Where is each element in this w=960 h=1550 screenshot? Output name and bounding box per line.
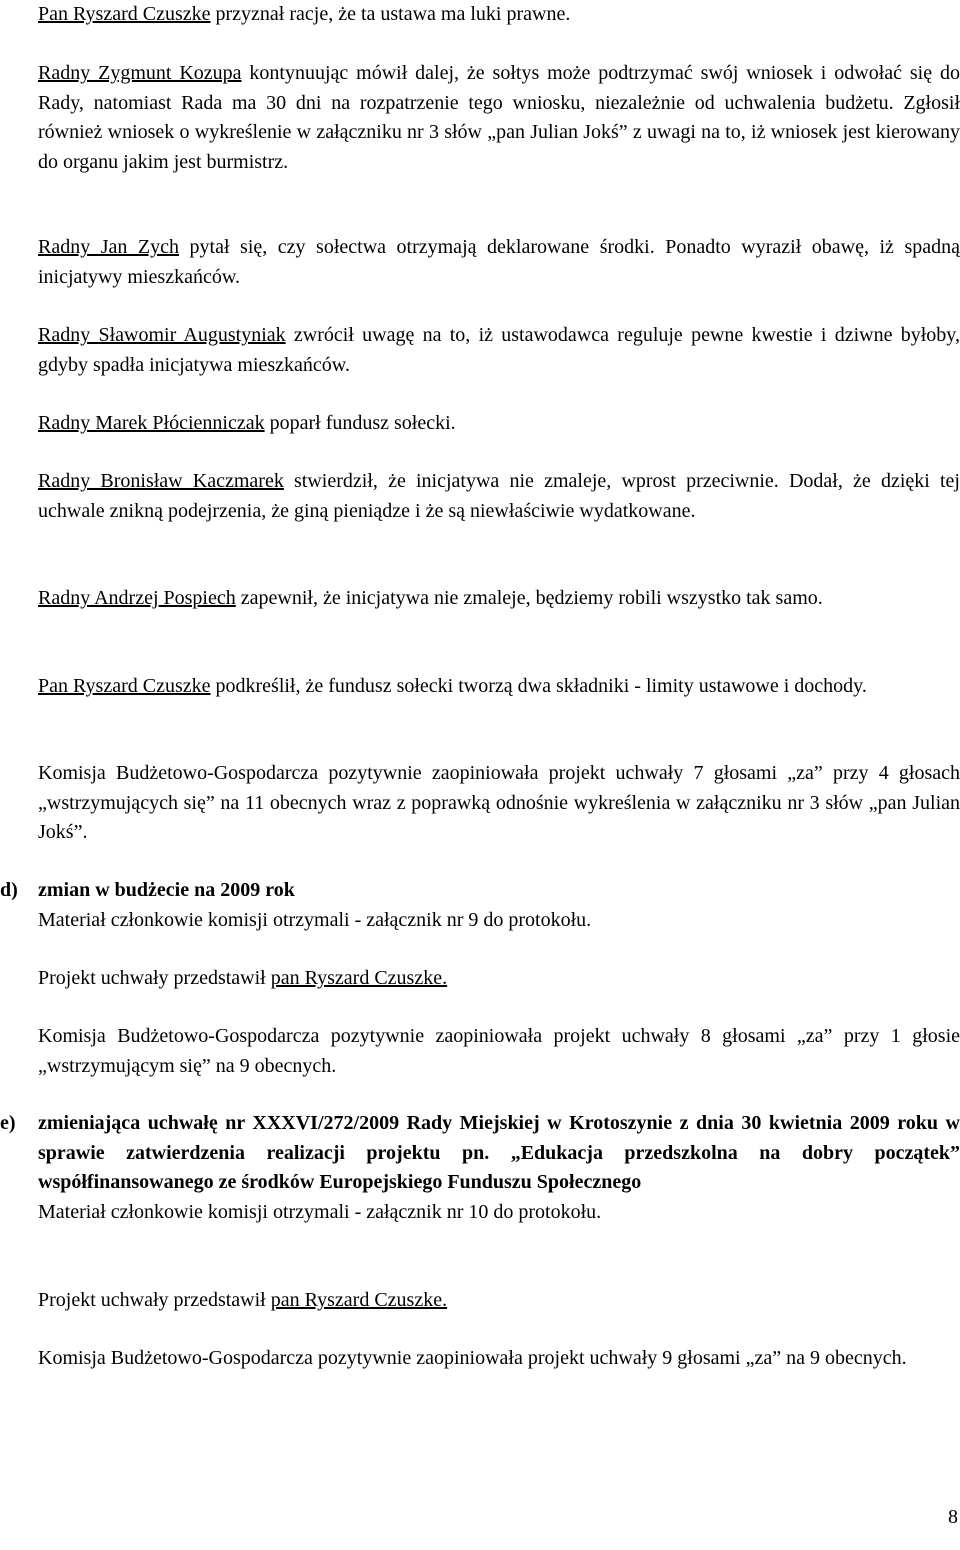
paragraph-text: zapewnił, że inicjatywa nie zmaleje, będziemy robili wszystko tak samo. [235,587,823,609]
paragraph-text: stwierdził, że inicjatywa nie zmaleje, wprost przeciwnie. Dodał, że dzięki tej uchwale znikną podejrzenia, że giną pieniądze i że są niewłaściwie wydatkowane. [38,470,960,522]
speaker-name: pan Ryszard Czuszke. [270,1289,448,1311]
paragraph-zych [38,233,960,292]
paragraph-text: zwrócił uwagę na to, iż ustawodawca reguluje pewne kwestie i dziwne byłoby, gdyby spadła inicjatywa mieszkańców. [38,324,960,376]
paragraph-kaczmarek [38,467,960,526]
paragraph-text: Projekt uchwały przedstawił [38,967,271,989]
paragraph-committee-vote-2 [38,1022,960,1081]
paragraph-czuszke-2 [38,672,960,702]
paragraph-czuszke-1 [38,0,960,30]
section-material: Materiał członkowie komisji otrzymali - załącznik nr 10 do protokołu. [38,1200,602,1223]
paragraph-committee-vote-3 [38,1344,960,1374]
section-title: zmian w budżecie na 2009 rok [38,879,295,901]
section-title: zmieniająca uchwałę nr XXXVI/272/2009 Rady Miejskiej w Krotoszynie z dnia 30 kwietnia 2009 roku w sprawie zatwierdzenia realizacji projektu pn. „Edukacja przedszkolna na dobry początek” współfinansowanego ze środków Europejskiego Funduszu Społecznego [38,1112,960,1193]
section-marker: e) [0,1112,16,1134]
paragraph-kozupa [38,59,960,177]
speaker-name: Radny Sławomir Augustyniak [38,324,286,346]
speaker-name: Radny Jan Zych [38,236,180,258]
section-marker: d) [0,879,18,901]
section-d [0,876,960,935]
paragraph-text: poparł fundusz sołecki. [264,412,456,434]
paragraph-text: podkreślił, że fundusz sołecki tworzą dwa składniki - limity ustawowe i dochody. [210,675,867,697]
speaker-name: Radny Andrzej Pospiech [38,587,236,609]
paragraph-plocienniczak [38,409,960,439]
paragraph-text: kontynuując mówił dalej, że sołtys może podtrzymać swój wniosek i odwołać się do Rady, natomiast Rada ma 30 dni na rozpatrzenie tego wniosku, niezależnie od uchwalenia budżetu. [38,62,960,114]
paragraph-project-presented-1 [38,964,960,994]
paragraph-augustyniak [38,321,960,380]
paragraph-text: Zgłosił również wniosek o wykreślenie w załączniku nr 3 słów „pan Julian Jokś” z uwagi na to, iż wniosek jest kierowany do organu jakim jest burmistrz. [38,91,960,173]
paragraph-text: przyznał racje, że ta ustawa ma luki prawne. [210,3,571,25]
speaker-name: pan Ryszard Czuszke. [270,967,448,989]
paragraph-project-presented-2 [38,1286,960,1316]
page-number: 8 [948,1506,958,1528]
paragraph-committee-vote-1 [38,759,960,848]
speaker-name: Radny Marek Płócienniczak [38,412,265,434]
paragraph-text: Komisja Budżetowo-Gospodarcza pozytywnie zaopiniowała projekt uchwały 9 głosami „za” na 9 obecnych. [38,1347,907,1369]
paragraph-text: Komisja Budżetowo-Gospodarcza pozytywnie zaopiniowała projekt uchwały 8 głosami „za” przy 1 głosie „wstrzymującym się” na 9 obecnych. [38,1025,960,1077]
section-e [0,1109,960,1227]
speaker-name: Radny Zygmunt Kozupa [38,62,242,84]
paragraph-text: pytał się, czy sołectwa otrzymają deklarowane środki. Ponadto wyraził obawę, iż spadną inicjatywy mieszkańców. [38,236,960,288]
paragraph-text: Komisja Budżetowo-Gospodarcza pozytywnie zaopiniowała projekt uchwały 7 głosami „za” przy 4 głosach „wstrzymujących się” na 11 obecnych wraz z poprawką odnośnie wykreślenia w załączniku nr 3 słów „pan Julian Jokś”. [38,762,960,843]
section-material: Materiał członkowie komisji otrzymali - załącznik nr 9 do protokołu. [38,908,592,931]
speaker-name: Radny Bronisław Kaczmarek [38,470,284,492]
speaker-name: Pan Ryszard Czuszke [38,3,211,25]
paragraph-pospiech [38,584,960,614]
speaker-name: Pan Ryszard Czuszke [38,675,211,697]
paragraph-text: Projekt uchwały przedstawił [38,1289,271,1311]
